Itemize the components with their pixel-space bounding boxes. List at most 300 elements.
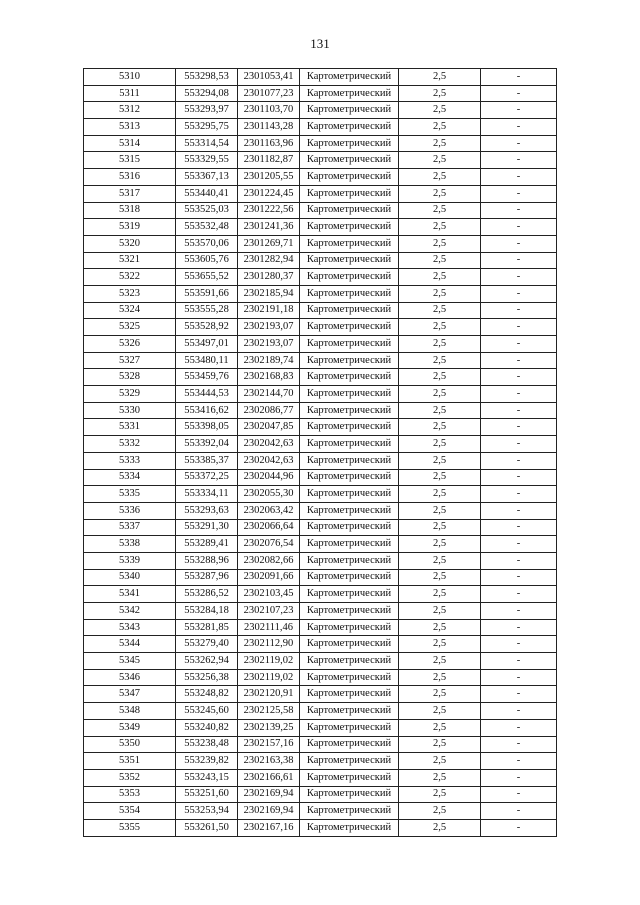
x-coordinate-cell: 553238,48 [176, 736, 238, 753]
x-coordinate-cell: 553291,30 [176, 519, 238, 536]
table-row [84, 185, 557, 202]
table-row [84, 85, 557, 102]
note-cell: - [481, 135, 557, 152]
method-cell: Картометрический [300, 502, 399, 519]
table-row [84, 386, 557, 403]
method-cell: Картометрический [300, 552, 399, 569]
table-row [84, 69, 557, 86]
note-cell: - [481, 519, 557, 536]
point-number-cell: 5335 [84, 486, 176, 503]
point-number-cell: 5313 [84, 119, 176, 136]
page-number: 131 [310, 36, 330, 51]
method-cell: Картометрический [300, 235, 399, 252]
table-row [84, 769, 557, 786]
point-number-cell: 5325 [84, 319, 176, 336]
method-cell: Картометрический [300, 569, 399, 586]
table-row [84, 719, 557, 736]
y-coordinate-cell: 2302042,63 [238, 436, 300, 453]
table-row [84, 703, 557, 720]
accuracy-cell: 2,5 [399, 603, 481, 620]
y-coordinate-cell: 2302091,66 [238, 569, 300, 586]
method-cell: Картометрический [300, 102, 399, 119]
method-cell: Картометрический [300, 185, 399, 202]
point-number-cell: 5312 [84, 102, 176, 119]
y-coordinate-cell: 2302119,02 [238, 653, 300, 670]
method-cell: Картометрический [300, 452, 399, 469]
table-row [84, 269, 557, 286]
x-coordinate-cell: 553497,01 [176, 336, 238, 353]
note-cell: - [481, 235, 557, 252]
point-number-cell: 5314 [84, 135, 176, 152]
x-coordinate-cell: 553240,82 [176, 719, 238, 736]
x-coordinate-cell: 553298,53 [176, 69, 238, 86]
note-cell: - [481, 753, 557, 770]
point-number-cell: 5323 [84, 285, 176, 302]
method-cell: Картометрический [300, 135, 399, 152]
point-number-cell: 5355 [84, 819, 176, 836]
point-number-cell: 5319 [84, 219, 176, 236]
note-cell: - [481, 319, 557, 336]
y-coordinate-cell: 2302191,18 [238, 302, 300, 319]
y-coordinate-cell: 2302193,07 [238, 336, 300, 353]
y-coordinate-cell: 2302111,46 [238, 619, 300, 636]
accuracy-cell: 2,5 [399, 69, 481, 86]
table-row [84, 285, 557, 302]
table-row [84, 819, 557, 836]
method-cell: Картометрический [300, 319, 399, 336]
x-coordinate-cell: 553239,82 [176, 753, 238, 770]
note-cell: - [481, 269, 557, 286]
accuracy-cell: 2,5 [399, 819, 481, 836]
accuracy-cell: 2,5 [399, 119, 481, 136]
note-cell: - [481, 336, 557, 353]
table-row [84, 252, 557, 269]
x-coordinate-cell: 553295,75 [176, 119, 238, 136]
accuracy-cell: 2,5 [399, 719, 481, 736]
x-coordinate-cell: 553416,62 [176, 402, 238, 419]
x-coordinate-cell: 553248,82 [176, 686, 238, 703]
accuracy-cell: 2,5 [399, 202, 481, 219]
note-cell: - [481, 169, 557, 186]
y-coordinate-cell: 2301103,70 [238, 102, 300, 119]
method-cell: Картометрический [300, 703, 399, 720]
method-cell: Картометрический [300, 119, 399, 136]
point-number-cell: 5346 [84, 669, 176, 686]
y-coordinate-cell: 2302125,58 [238, 703, 300, 720]
note-cell: - [481, 219, 557, 236]
point-number-cell: 5328 [84, 369, 176, 386]
x-coordinate-cell: 553251,60 [176, 786, 238, 803]
method-cell: Картометрический [300, 336, 399, 353]
x-coordinate-cell: 553528,92 [176, 319, 238, 336]
accuracy-cell: 2,5 [399, 402, 481, 419]
note-cell: - [481, 786, 557, 803]
note-cell: - [481, 302, 557, 319]
method-cell: Картометрический [300, 719, 399, 736]
note-cell: - [481, 285, 557, 302]
method-cell: Картометрический [300, 536, 399, 553]
accuracy-cell: 2,5 [399, 536, 481, 553]
accuracy-cell: 2,5 [399, 252, 481, 269]
table-row [84, 736, 557, 753]
x-coordinate-cell: 553281,85 [176, 619, 238, 636]
accuracy-cell: 2,5 [399, 753, 481, 770]
x-coordinate-cell: 553243,15 [176, 769, 238, 786]
x-coordinate-cell: 553294,08 [176, 85, 238, 102]
y-coordinate-cell: 2302107,23 [238, 603, 300, 620]
y-coordinate-cell: 2301053,41 [238, 69, 300, 86]
point-number-cell: 5336 [84, 502, 176, 519]
point-number-cell: 5315 [84, 152, 176, 169]
note-cell: - [481, 653, 557, 670]
note-cell: - [481, 386, 557, 403]
x-coordinate-cell: 553286,52 [176, 586, 238, 603]
table-row [84, 119, 557, 136]
accuracy-cell: 2,5 [399, 85, 481, 102]
accuracy-cell: 2,5 [399, 519, 481, 536]
table-row [84, 419, 557, 436]
method-cell: Картометрический [300, 386, 399, 403]
x-coordinate-cell: 553261,50 [176, 819, 238, 836]
note-cell: - [481, 419, 557, 436]
accuracy-cell: 2,5 [399, 769, 481, 786]
y-coordinate-cell: 2301182,87 [238, 152, 300, 169]
method-cell: Картометрический [300, 169, 399, 186]
point-number-cell: 5349 [84, 719, 176, 736]
accuracy-cell: 2,5 [399, 552, 481, 569]
y-coordinate-cell: 2301205,55 [238, 169, 300, 186]
y-coordinate-cell: 2302044,96 [238, 469, 300, 486]
accuracy-cell: 2,5 [399, 803, 481, 820]
y-coordinate-cell: 2302063,42 [238, 502, 300, 519]
x-coordinate-cell: 553293,97 [176, 102, 238, 119]
point-number-cell: 5324 [84, 302, 176, 319]
point-number-cell: 5332 [84, 436, 176, 453]
method-cell: Картометрический [300, 603, 399, 620]
table-row [84, 452, 557, 469]
table-row [84, 519, 557, 536]
note-cell: - [481, 202, 557, 219]
point-number-cell: 5318 [84, 202, 176, 219]
point-number-cell: 5340 [84, 569, 176, 586]
y-coordinate-cell: 2302163,38 [238, 753, 300, 770]
y-coordinate-cell: 2301269,71 [238, 235, 300, 252]
x-coordinate-cell: 553605,76 [176, 252, 238, 269]
point-number-cell: 5320 [84, 235, 176, 252]
x-coordinate-cell: 553570,06 [176, 235, 238, 252]
table-row [84, 235, 557, 252]
table-row [84, 786, 557, 803]
x-coordinate-cell: 553372,25 [176, 469, 238, 486]
note-cell: - [481, 102, 557, 119]
y-coordinate-cell: 2302144,70 [238, 386, 300, 403]
point-number-cell: 5345 [84, 653, 176, 670]
point-number-cell: 5339 [84, 552, 176, 569]
note-cell: - [481, 803, 557, 820]
method-cell: Картометрический [300, 803, 399, 820]
method-cell: Картометрический [300, 252, 399, 269]
point-number-cell: 5326 [84, 336, 176, 353]
point-number-cell: 5351 [84, 753, 176, 770]
x-coordinate-cell: 553245,60 [176, 703, 238, 720]
table-row [84, 469, 557, 486]
table-row [84, 586, 557, 603]
y-coordinate-cell: 2302168,83 [238, 369, 300, 386]
x-coordinate-cell: 553287,96 [176, 569, 238, 586]
point-number-cell: 5316 [84, 169, 176, 186]
accuracy-cell: 2,5 [399, 736, 481, 753]
x-coordinate-cell: 553532,48 [176, 219, 238, 236]
note-cell: - [481, 185, 557, 202]
y-coordinate-cell: 2302047,85 [238, 419, 300, 436]
y-coordinate-cell: 2302169,94 [238, 786, 300, 803]
table-row [84, 603, 557, 620]
note-cell: - [481, 769, 557, 786]
y-coordinate-cell: 2302076,54 [238, 536, 300, 553]
method-cell: Картометрический [300, 669, 399, 686]
note-cell: - [481, 636, 557, 653]
accuracy-cell: 2,5 [399, 135, 481, 152]
point-number-cell: 5338 [84, 536, 176, 553]
accuracy-cell: 2,5 [399, 469, 481, 486]
x-coordinate-cell: 553256,38 [176, 669, 238, 686]
table-row [84, 219, 557, 236]
accuracy-cell: 2,5 [399, 686, 481, 703]
method-cell: Картометрический [300, 219, 399, 236]
point-number-cell: 5317 [84, 185, 176, 202]
point-number-cell: 5329 [84, 386, 176, 403]
y-coordinate-cell: 2302169,94 [238, 803, 300, 820]
accuracy-cell: 2,5 [399, 169, 481, 186]
table-row [84, 502, 557, 519]
accuracy-cell: 2,5 [399, 436, 481, 453]
y-coordinate-cell: 2302042,63 [238, 452, 300, 469]
x-coordinate-cell: 553329,55 [176, 152, 238, 169]
table-row [84, 319, 557, 336]
table-row [84, 169, 557, 186]
table-row [84, 352, 557, 369]
table-row [84, 102, 557, 119]
point-number-cell: 5310 [84, 69, 176, 86]
table-row [84, 636, 557, 653]
y-coordinate-cell: 2302112,90 [238, 636, 300, 653]
x-coordinate-cell: 553279,40 [176, 636, 238, 653]
x-coordinate-cell: 553262,94 [176, 653, 238, 670]
note-cell: - [481, 352, 557, 369]
point-number-cell: 5343 [84, 619, 176, 636]
note-cell: - [481, 586, 557, 603]
note-cell: - [481, 686, 557, 703]
y-coordinate-cell: 2301282,94 [238, 252, 300, 269]
point-number-cell: 5352 [84, 769, 176, 786]
x-coordinate-cell: 553525,03 [176, 202, 238, 219]
note-cell: - [481, 152, 557, 169]
accuracy-cell: 2,5 [399, 152, 481, 169]
note-cell: - [481, 85, 557, 102]
method-cell: Картометрический [300, 202, 399, 219]
table-row [84, 202, 557, 219]
table-row [84, 536, 557, 553]
note-cell: - [481, 369, 557, 386]
table-row [84, 402, 557, 419]
x-coordinate-cell: 553555,28 [176, 302, 238, 319]
accuracy-cell: 2,5 [399, 502, 481, 519]
method-cell: Картометрический [300, 786, 399, 803]
point-number-cell: 5337 [84, 519, 176, 536]
accuracy-cell: 2,5 [399, 285, 481, 302]
note-cell: - [481, 252, 557, 269]
point-number-cell: 5330 [84, 402, 176, 419]
accuracy-cell: 2,5 [399, 386, 481, 403]
y-coordinate-cell: 2301163,96 [238, 135, 300, 152]
accuracy-cell: 2,5 [399, 336, 481, 353]
note-cell: - [481, 69, 557, 86]
method-cell: Картометрический [300, 736, 399, 753]
x-coordinate-cell: 553334,11 [176, 486, 238, 503]
x-coordinate-cell: 553385,37 [176, 452, 238, 469]
accuracy-cell: 2,5 [399, 319, 481, 336]
y-coordinate-cell: 2302139,25 [238, 719, 300, 736]
note-cell: - [481, 402, 557, 419]
x-coordinate-cell: 553398,05 [176, 419, 238, 436]
point-number-cell: 5327 [84, 352, 176, 369]
note-cell: - [481, 569, 557, 586]
accuracy-cell: 2,5 [399, 653, 481, 670]
note-cell: - [481, 669, 557, 686]
method-cell: Картометрический [300, 302, 399, 319]
accuracy-cell: 2,5 [399, 486, 481, 503]
table-row [84, 569, 557, 586]
point-number-cell: 5348 [84, 703, 176, 720]
x-coordinate-cell: 553459,76 [176, 369, 238, 386]
method-cell: Картометрический [300, 436, 399, 453]
accuracy-cell: 2,5 [399, 636, 481, 653]
accuracy-cell: 2,5 [399, 302, 481, 319]
accuracy-cell: 2,5 [399, 185, 481, 202]
accuracy-cell: 2,5 [399, 786, 481, 803]
y-coordinate-cell: 2301077,23 [238, 85, 300, 102]
note-cell: - [481, 619, 557, 636]
point-number-cell: 5333 [84, 452, 176, 469]
point-number-cell: 5334 [84, 469, 176, 486]
table-row [84, 135, 557, 152]
y-coordinate-cell: 2301143,28 [238, 119, 300, 136]
y-coordinate-cell: 2302193,07 [238, 319, 300, 336]
point-number-cell: 5342 [84, 603, 176, 620]
y-coordinate-cell: 2302086,77 [238, 402, 300, 419]
method-cell: Картометрический [300, 369, 399, 386]
accuracy-cell: 2,5 [399, 669, 481, 686]
x-coordinate-cell: 553314,54 [176, 135, 238, 152]
y-coordinate-cell: 2301222,56 [238, 202, 300, 219]
x-coordinate-cell: 553591,66 [176, 285, 238, 302]
note-cell: - [481, 536, 557, 553]
method-cell: Картометрический [300, 69, 399, 86]
method-cell: Картометрический [300, 653, 399, 670]
table-row [84, 619, 557, 636]
table-row [84, 803, 557, 820]
note-cell: - [481, 703, 557, 720]
y-coordinate-cell: 2302055,30 [238, 486, 300, 503]
x-coordinate-cell: 553480,11 [176, 352, 238, 369]
table-row [84, 336, 557, 353]
method-cell: Картометрический [300, 352, 399, 369]
method-cell: Картометрический [300, 636, 399, 653]
x-coordinate-cell: 553440,41 [176, 185, 238, 202]
note-cell: - [481, 819, 557, 836]
point-number-cell: 5354 [84, 803, 176, 820]
table-row [84, 486, 557, 503]
accuracy-cell: 2,5 [399, 569, 481, 586]
y-coordinate-cell: 2302066,64 [238, 519, 300, 536]
note-cell: - [481, 603, 557, 620]
y-coordinate-cell: 2302120,91 [238, 686, 300, 703]
accuracy-cell: 2,5 [399, 235, 481, 252]
method-cell: Картометрический [300, 519, 399, 536]
y-coordinate-cell: 2302185,94 [238, 285, 300, 302]
x-coordinate-cell: 553293,63 [176, 502, 238, 519]
table-row [84, 552, 557, 569]
method-cell: Картометрический [300, 269, 399, 286]
method-cell: Картометрический [300, 753, 399, 770]
table-row [84, 653, 557, 670]
x-coordinate-cell: 553289,41 [176, 536, 238, 553]
accuracy-cell: 2,5 [399, 219, 481, 236]
coordinates-table [83, 68, 557, 837]
table-row [84, 669, 557, 686]
accuracy-cell: 2,5 [399, 419, 481, 436]
y-coordinate-cell: 2301280,37 [238, 269, 300, 286]
table-row [84, 753, 557, 770]
note-cell: - [481, 436, 557, 453]
note-cell: - [481, 486, 557, 503]
note-cell: - [481, 736, 557, 753]
table-row [84, 436, 557, 453]
note-cell: - [481, 119, 557, 136]
point-number-cell: 5331 [84, 419, 176, 436]
accuracy-cell: 2,5 [399, 369, 481, 386]
x-coordinate-cell: 553253,94 [176, 803, 238, 820]
note-cell: - [481, 502, 557, 519]
table-row [84, 369, 557, 386]
table-body [84, 69, 557, 837]
x-coordinate-cell: 553392,04 [176, 436, 238, 453]
y-coordinate-cell: 2302157,16 [238, 736, 300, 753]
point-number-cell: 5353 [84, 786, 176, 803]
y-coordinate-cell: 2301224,45 [238, 185, 300, 202]
point-number-cell: 5350 [84, 736, 176, 753]
note-cell: - [481, 469, 557, 486]
accuracy-cell: 2,5 [399, 102, 481, 119]
method-cell: Картометрический [300, 619, 399, 636]
method-cell: Картометрический [300, 285, 399, 302]
method-cell: Картометрический [300, 486, 399, 503]
method-cell: Картометрический [300, 402, 399, 419]
accuracy-cell: 2,5 [399, 269, 481, 286]
y-coordinate-cell: 2302119,02 [238, 669, 300, 686]
table-row [84, 302, 557, 319]
x-coordinate-cell: 553655,52 [176, 269, 238, 286]
point-number-cell: 5322 [84, 269, 176, 286]
point-number-cell: 5347 [84, 686, 176, 703]
method-cell: Картометрический [300, 586, 399, 603]
method-cell: Картометрический [300, 819, 399, 836]
x-coordinate-cell: 553288,96 [176, 552, 238, 569]
method-cell: Картометрический [300, 469, 399, 486]
table-row [84, 686, 557, 703]
y-coordinate-cell: 2302189,74 [238, 352, 300, 369]
method-cell: Картометрический [300, 686, 399, 703]
